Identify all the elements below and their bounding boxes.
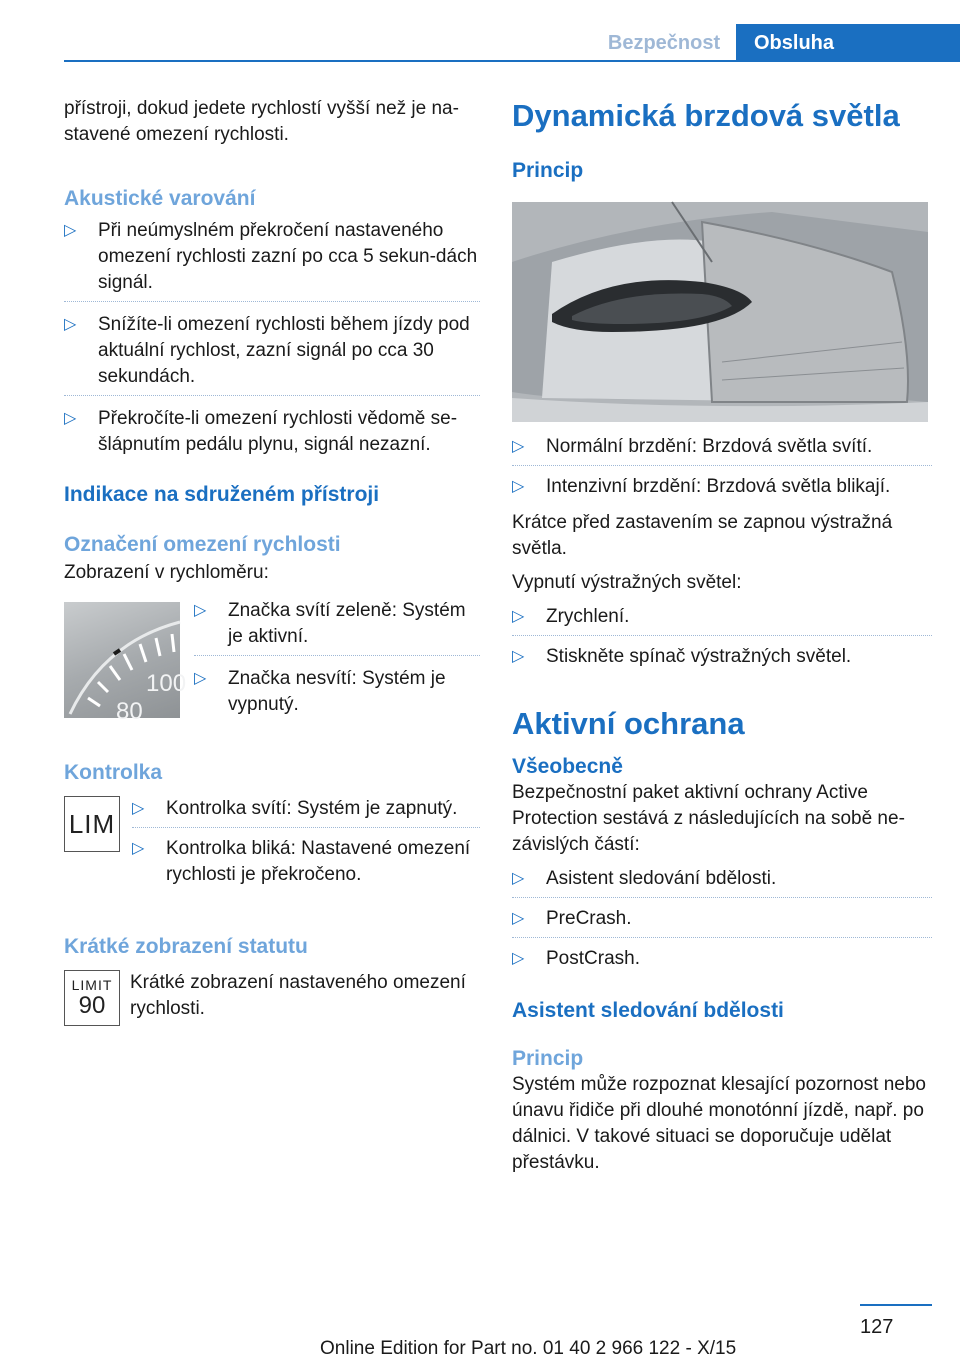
speedometer-image (64, 602, 187, 725)
list-item: ▷ Snížíte-li omezení rychlosti během jízdy pod aktuální rychlost, zazní signál po cca 30 sekundách. (64, 312, 480, 390)
indicator-list (132, 796, 480, 898)
triangle-bullet-icon: ▷ (512, 478, 525, 495)
triangle-bullet-icon: ▷ (132, 840, 145, 857)
acoustic-warning-title: Akustické varování (64, 187, 256, 210)
right-column (512, 96, 932, 1184)
header-rule (64, 60, 960, 62)
attention-assistant-title: Asistent sledování bdělosti (512, 999, 784, 1022)
triangle-bullet-icon: ▷ (512, 648, 525, 665)
active-protection-title: Aktivní ochrana (512, 706, 745, 741)
limit-90-icon: LIMIT 90 (64, 970, 120, 1026)
hazard-text: Krátce před zastavením se zapnou výstražná světla. (512, 512, 893, 559)
general-text: Bezpečnostní paket aktivní ochrany Active Protection sestává z následujících na sobě ne-závislých částí: (512, 782, 905, 855)
header-tab-operation[interactable]: Obsluha (736, 24, 960, 62)
list-item: ▷ Značka nesvítí: Systém je vypnutý. (194, 668, 446, 715)
intro-text: přístroji, dokud jedete rychlostí vyšší než je na-stavené omezení rychlosti. (64, 98, 459, 145)
list-item: ▷ Překročíte-li omezení rychlosti vědomě se-šlápnutím pedálu plynu, signál nezazní. (64, 408, 458, 455)
speedo-number: 80 (116, 698, 143, 725)
list-item: ▷ PostCrash. (512, 946, 932, 972)
status-row (64, 970, 480, 1030)
triangle-bullet-icon: ▷ (512, 870, 525, 887)
status-title: Krátké zobrazení statutu (64, 935, 308, 958)
triangle-bullet-icon: ▷ (132, 800, 145, 817)
list-item: ▷ Značka svítí zeleně: Systém je aktivní. (194, 598, 480, 650)
list-item: ▷ Kontrolka svítí: Systém je zapnutý. (132, 796, 480, 822)
triangle-bullet-icon: ▷ (512, 608, 525, 625)
list-item: ▷ Zrychlení. (512, 604, 932, 630)
speedo-number: 100 (146, 670, 187, 697)
marking-row (64, 602, 480, 728)
acoustic-list (64, 218, 480, 458)
list-item: ▷ Asistent sledování bdělosti. (512, 866, 932, 892)
general-title: Všeobecně (512, 755, 623, 778)
list-item: ▷ PreCrash. (512, 906, 932, 932)
indicator-title: Kontrolka (64, 761, 163, 784)
triangle-bullet-icon: ▷ (194, 602, 207, 619)
header-tab-safety[interactable]: Bezpečnost (607, 32, 721, 54)
lim-indicator-icon: LIM (64, 796, 120, 852)
triangle-bullet-icon: ▷ (64, 410, 77, 427)
brake-list (512, 434, 932, 500)
triangle-bullet-icon: ▷ (512, 910, 525, 927)
list-item: ▷ Stiskněte spínač výstražných světel. (512, 644, 932, 670)
cluster-display-title: Indikace na sdruženém přístroji (64, 483, 380, 506)
page-number: 127 (860, 1316, 894, 1338)
triangle-bullet-icon: ▷ (64, 222, 77, 239)
attention-text: Systém může rozpoznat klesající pozornost nebo únavu řidiče při dlouhé monotónní jízdě, např. po dálnici. V takové situaci se doporučuje udělat přestávku. (512, 1074, 926, 1173)
principle-title: Princip (512, 159, 584, 182)
attention-principle-title: Princip (512, 1047, 584, 1070)
tail-light-image (512, 202, 928, 422)
triangle-bullet-icon: ▷ (194, 670, 207, 687)
dynamic-brake-lights-title: Dynamická brzdová světla (512, 98, 900, 133)
edition-text: Online Edition for Part no. 01 40 2 966 122 - X/15 (320, 1338, 737, 1359)
triangle-bullet-icon: ▷ (64, 316, 77, 333)
speed-limit-marking-title: Označení omezení rychlosti (64, 533, 341, 556)
switch-off-list (512, 604, 932, 670)
triangle-bullet-icon: ▷ (512, 950, 525, 967)
list-item: ▷ Intenzivní brzdění: Brzdová světla blikají. (512, 474, 932, 500)
list-item: ▷ Při neúmyslném překročení nastaveného omezení rychlosti zazní po cca 5 sekun-dách signál. (64, 218, 480, 296)
footer-rule (860, 1304, 932, 1306)
status-text: Krátké zobrazení nastaveného omezení rychlosti. (130, 972, 466, 1019)
indicator-row (64, 796, 480, 898)
switch-off-text: Vypnutí výstražných světel: (512, 572, 742, 593)
list-item: ▷ Kontrolka bliká: Nastavené omezení rychlosti je překročeno. (132, 838, 471, 885)
marking-intro: Zobrazení v rychloměru: (64, 562, 269, 583)
triangle-bullet-icon: ▷ (512, 438, 525, 455)
parts-list (512, 866, 932, 972)
list-item: ▷ Normální brzdění: Brzdová světla svítí. (512, 434, 932, 460)
marking-list (194, 598, 480, 728)
left-column (64, 96, 480, 1030)
